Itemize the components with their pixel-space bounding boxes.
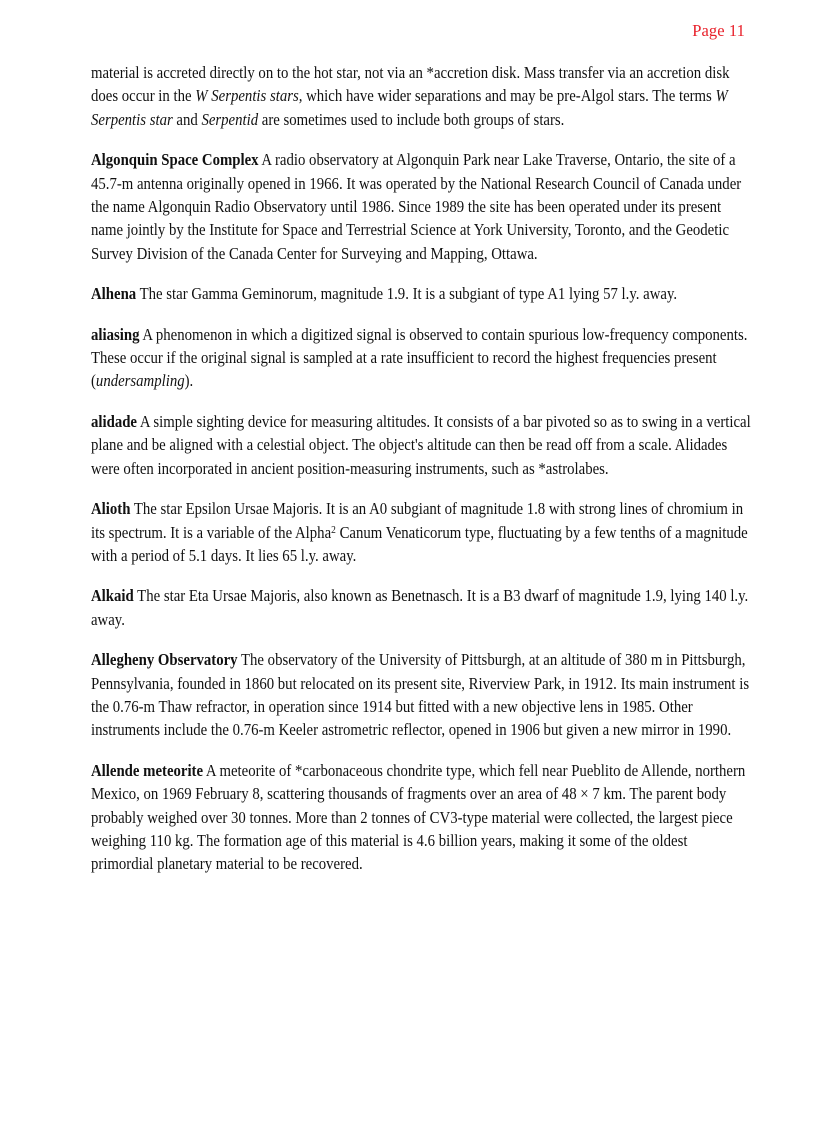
intro-text-3: and bbox=[172, 109, 202, 129]
entry-alkaid bbox=[91, 584, 751, 631]
intro-italic-1: W Serpentis stars, bbox=[195, 86, 303, 106]
entry-definition: A phenomenon in which a digitized signal is observed to contain spurious low-frequency components. These occur if the original signal is sampled at a rate insufficient to record the highest frequencies present ( bbox=[91, 324, 748, 391]
intro-italic-2: W Serpentis star bbox=[91, 86, 728, 129]
entry-term: Alkaid bbox=[91, 586, 134, 606]
entry-definition: The star Eta Ursae Majoris, also known as Benetnasch. It is a B3 dwarf of magnitude 1.9, lying 140 l.y. away. bbox=[91, 586, 749, 629]
superscript: 2 bbox=[331, 523, 336, 536]
entry-definition: The star Epsilon Ursae Majoris. It is an A0 subgiant of magnitude 1.8 with strong lines of chromium in its spectrum. It is a variable of the Alpha bbox=[91, 499, 744, 542]
entry-aliasing bbox=[91, 323, 751, 393]
entry-alidade bbox=[91, 410, 751, 480]
entry-italic: undersampling bbox=[95, 371, 185, 391]
entry-term: Allende meteorite bbox=[91, 760, 204, 780]
entry-term: Alioth bbox=[91, 499, 131, 519]
intro-text-1: material is accreted directly on to the hot star, not via an *accretion disk. Mass transfer via an accretion disk does occur in the bbox=[91, 63, 730, 106]
page-content bbox=[91, 61, 751, 893]
entry-allegheny bbox=[91, 648, 751, 742]
page-number: Page 11 bbox=[692, 21, 745, 40]
intro-text-4: are sometimes used to include both groups of stars. bbox=[258, 109, 565, 129]
entry-term: Allegheny Observatory bbox=[91, 650, 238, 670]
entry-definition: A radio observatory at Algonquin Park near Lake Traverse, Ontario, the site of a 45.7-m antenna originally opened in 1966. It was operated by the National Research Council of Canada under the name Algonquin Radio Observatory until 1986. Since 1989 the site has been operated under its present name jointly by the Institute for Space and Terrestrial Science at York University, Toronto, and the Geodetic Survey Division of the Canada Center for Surveying and Mapping, Ottawa. bbox=[91, 150, 742, 263]
entry-definition: A meteorite of *carbonaceous chondrite type, which fell near Pueblito de Allende, northern Mexico, on 1969 February 8, scattering thousands of fragments over an area of 48 × 7 km. The parent body probably weighed over 30 tonnes. More than 2 tonnes of CV3-type material were collected, the largest piece weighing 110 kg. The formation age of this material is 4.6 billion years, making it some of the oldest primordial planetary material to be recovered. bbox=[91, 760, 746, 874]
entry-term: Alhena bbox=[91, 284, 137, 304]
entry-algonquin bbox=[91, 148, 751, 265]
entry-term: alidade bbox=[91, 411, 137, 431]
intro-text-2: which have wider separations and may be pre-Algol stars. The terms bbox=[302, 86, 716, 106]
entry-definition: The star Gamma Geminorum, magnitude 1.9. It is a subgiant of type A1 lying 57 l.y. away. bbox=[136, 284, 678, 304]
intro-italic-3: Serpentid bbox=[201, 109, 259, 129]
entry-definition: The observatory of the University of Pittsburgh, at an altitude of 380 m in Pittsburgh, Pennsylvania, founded in 1860 but relocated on its present site, Riverview Park, in 1912. Its main instrument is the 0.76-m Thaw refractor, in operation since 1914 but fitted with a new objective lens in 1985. Other instruments include the 0.76-m Keeler astrometric reflector, opened in 1906 but given a new mirror in 1990. bbox=[91, 650, 750, 740]
entry-definition-end: Canum Venaticorum type, fluctuating by a few tenths of a magnitude with a period of 5.1 days. It lies 65 l.y. away. bbox=[91, 522, 748, 565]
entry-alioth bbox=[91, 497, 751, 567]
entry-allende bbox=[91, 759, 751, 876]
entry-definition: A simple sighting device for measuring altitudes. It consists of a bar pivoted so as to swing in a vertical plane and be aligned with a celestial object. The object's altitude can then be read off from a scale. Alidades were often incorporated in ancient position-measuring instruments, such as *astrolabes. bbox=[91, 411, 751, 478]
intro-paragraph bbox=[91, 61, 751, 131]
entry-term: Algonquin Space Complex bbox=[91, 150, 259, 170]
entry-definition-end: ). bbox=[184, 371, 194, 391]
entry-alhena bbox=[91, 282, 751, 305]
entry-term: aliasing bbox=[91, 324, 140, 344]
